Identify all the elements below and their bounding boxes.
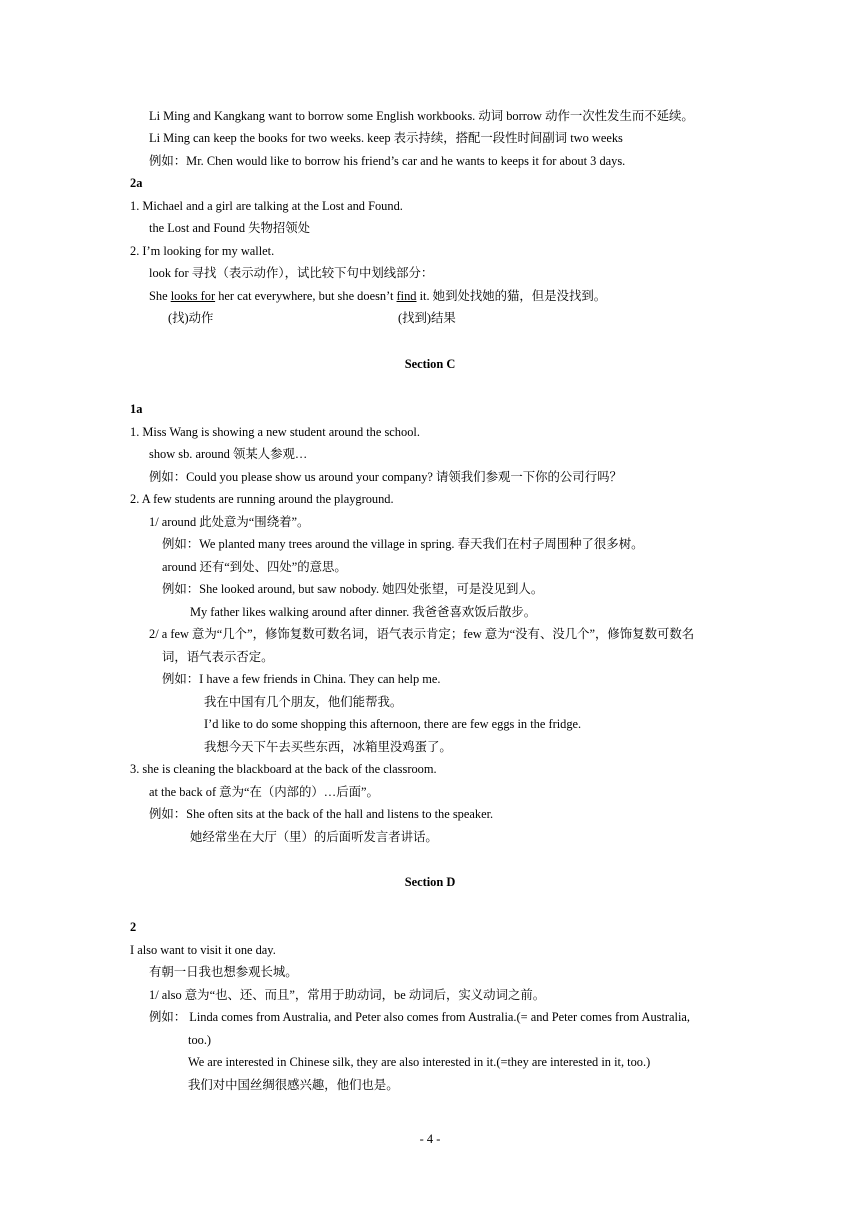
text-line: Li Ming and Kangkang want to borrow some English workbooks. 动词 borrow 动作一次性发生而不延续。 bbox=[149, 109, 694, 123]
underlined-word: find bbox=[396, 289, 417, 303]
text-line: 例如：Mr. Chen would like to borrow his friend’s car and he wants to keeps it for about 3 days. bbox=[149, 154, 626, 168]
text-line: 我想今天下午去买些东西，冰箱里没鸡蛋了。 bbox=[204, 740, 452, 754]
text-line: We are interested in Chinese silk, they are also interested in it.(=they are interested in it, too.) bbox=[188, 1055, 651, 1069]
text-line: look for 寻找（表示动作），试比较下句中划线部分： bbox=[149, 266, 434, 280]
text-line: 1/ also 意为“也、还、而且”，常用于助动词，be 动词后，实义动词之前。 bbox=[149, 988, 546, 1002]
text-line: 我在中国有几个朋友，他们能帮我。 bbox=[204, 695, 403, 709]
underlined-phrase: looks for bbox=[170, 289, 216, 303]
text-line: 例如：Could you please show us around your company? 请领我们参观一下你的公司行吗？ bbox=[149, 470, 622, 484]
text-line: 2. A few students are running around the playground. bbox=[130, 492, 394, 506]
text-line: I’d like to do some shopping this afternoon, there are few eggs in the fridge. bbox=[204, 717, 582, 731]
heading-2: 2 bbox=[130, 920, 137, 934]
text-line: 1. Michael and a girl are talking at the Lost and Found. bbox=[130, 199, 403, 213]
text-segment: it. 她到处找她的猫，但是没找到。 bbox=[416, 289, 607, 303]
section-title: Section D bbox=[404, 875, 456, 889]
heading-2a: 2a bbox=[130, 176, 143, 190]
text-line: 1/ around 此处意为“围绕着”。 bbox=[149, 515, 310, 529]
text-line: around 还有“到处、四处”的意思。 bbox=[162, 560, 347, 574]
text-line: 2. I’m looking for my wallet. bbox=[130, 244, 275, 258]
text-line: too.) bbox=[188, 1033, 212, 1047]
text-line: show sb. around 领某人参观… bbox=[149, 447, 308, 461]
text-note: (找)动作 bbox=[168, 311, 214, 325]
page-number: - 4 - bbox=[419, 1132, 441, 1146]
text-line: 例如： Linda comes from Australia, and Peter also comes from Australia.(= and Peter comes from Australia, bbox=[149, 1010, 691, 1024]
text-line: 我们对中国丝绸很感兴趣，他们也是。 bbox=[188, 1078, 399, 1092]
text-line: 1. Miss Wang is showing a new student around the school. bbox=[130, 425, 420, 439]
text-line: 有朝一日我也想参观长城。 bbox=[149, 965, 298, 979]
text-line: 例如：She looked around, but saw nobody. 她四处张望，可是没见到人。 bbox=[162, 582, 544, 596]
text-line: 她经常坐在大厅（里）的后面听发言者讲话。 bbox=[190, 830, 438, 844]
text-line: 2/ a few 意为“几个”，修饰复数可数名词，语气表示肯定；few 意为“没有、没几个”，修饰复数可数名 bbox=[149, 627, 695, 641]
text-line: Li Ming can keep the books for two weeks. keep 表示持续，搭配一段性时间副词 two weeks bbox=[149, 131, 623, 145]
text-line: the Lost and Found 失物招领处 bbox=[149, 221, 311, 235]
text-line: at the back of 意为“在（内部的）…后面”。 bbox=[149, 785, 379, 799]
text-segment: She bbox=[149, 289, 171, 303]
heading-1a: 1a bbox=[130, 402, 143, 416]
text-line: 例如：She often sits at the back of the hall and listens to the speaker. bbox=[149, 807, 494, 821]
section-title: Section C bbox=[404, 357, 456, 371]
text-line: 3. she is cleaning the blackboard at the back of the classroom. bbox=[130, 762, 437, 776]
text-line: 词，语气表示否定。 bbox=[162, 650, 274, 664]
text-note: (找到)结果 bbox=[398, 311, 456, 325]
text-line: 例如：I have a few friends in China. They can help me. bbox=[162, 672, 441, 686]
text-line: 例如：We planted many trees around the village in spring. 春天我们在村子周围种了很多树。 bbox=[162, 537, 644, 551]
text-line-underlined bbox=[149, 288, 606, 304]
text-line: My father likes walking around after dinner. 我爸爸喜欢饭后散步。 bbox=[190, 605, 537, 619]
text-segment: her cat everywhere, but she doesn’t bbox=[215, 289, 397, 303]
text-line: I also want to visit it one day. bbox=[130, 943, 276, 957]
